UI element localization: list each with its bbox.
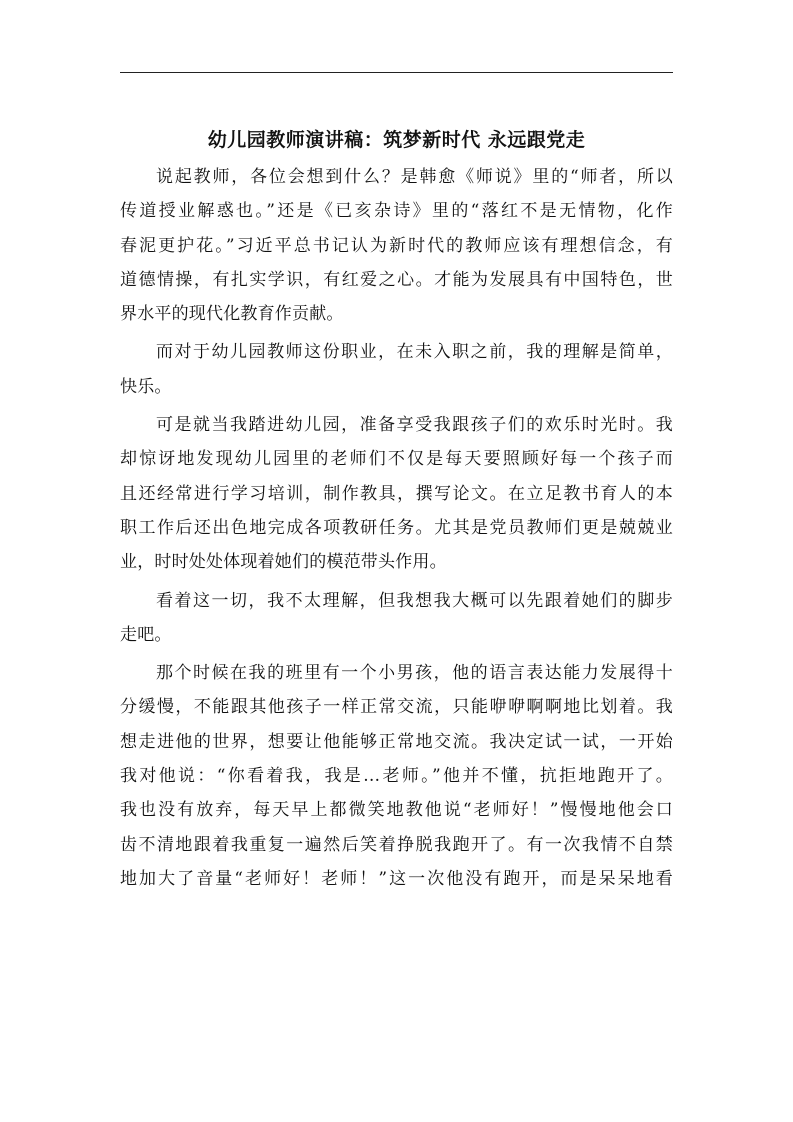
paragraph-5 [120,656,673,896]
header-rule [120,72,673,73]
text-line: 看着这一切，我不太理解，但我想我大概可以先跟着她们的脚步 [156,590,673,611]
paragraph-3 [120,408,673,579]
text-line: 齿不清地跟着我重复一遍然后笑着挣脱我跑开了。有一次我情不自禁 [120,834,673,855]
text-line: 可是就当我踏进幼儿园，准备享受我跟孩子们的欢乐时光时。我 [156,415,673,436]
text-line: 传道授业解惑也。”还是《已亥杂诗》里的“落红不是无情物，化作 [120,201,673,222]
text-line: 想走进他的世界，想要让他能够正常地交流。我决定试一试，一开始 [120,731,673,752]
text-line: 界水平的现代化教育作贡献。 [120,304,344,325]
text-line: 我对他说：“你看着我，我是…老师。”他并不懂，抗拒地跑开了。 [120,766,673,787]
paragraph-1 [120,160,673,331]
text-line: 走吧。 [120,624,172,645]
text-line: 快乐。 [120,376,172,397]
text-line: 且还经常进行学习培训，制作教具，撰写论文。在立足教书育人的本 [120,483,673,504]
document-title: 幼儿园教师演讲稿：筑梦新时代 永远跟党走 [207,129,586,151]
text-line: 职工作后还出色地完成各项教研任务。尤其是党员教师们更是兢兢业 [120,517,673,538]
text-line: 分缓慢，不能跟其他孩子一样正常交流，只能咿咿啊啊地比划着。我 [120,697,673,718]
text-line: 我也没有放弃，每天早上都微笑地教他说“老师好！”慢慢地他会口 [120,800,673,821]
text-line: 而对于幼儿园教师这份职业，在未入职之前，我的理解是简单， [156,342,673,363]
text-line: 却惊讶地发现幼儿园里的老师们不仅是每天要照顾好每一个孩子而 [120,449,673,470]
text-line: 春泥更护花。”习近平总书记认为新时代的教师应该有理想信念，有 [120,235,673,256]
text-line: 道德情操，有扎实学识，有红爱之心。才能为发展具有中国特色，世 [120,269,673,290]
paragraph-2 [120,335,673,404]
text-line: 地加大了音量“老师好！老师！”这一次他没有跑开，而是呆呆地看 [120,868,673,889]
paragraph-4 [120,584,673,653]
document-body [120,160,673,900]
text-line: 那个时候在我的班里有一个小男孩，他的语言表达能力发展得十 [156,663,673,684]
text-line: 业，时时处处体现着她们的模范带头作用。 [120,552,447,573]
text-line: 说起教师，各位会想到什么？是韩愈《师说》里的“师者，所以 [156,167,673,187]
